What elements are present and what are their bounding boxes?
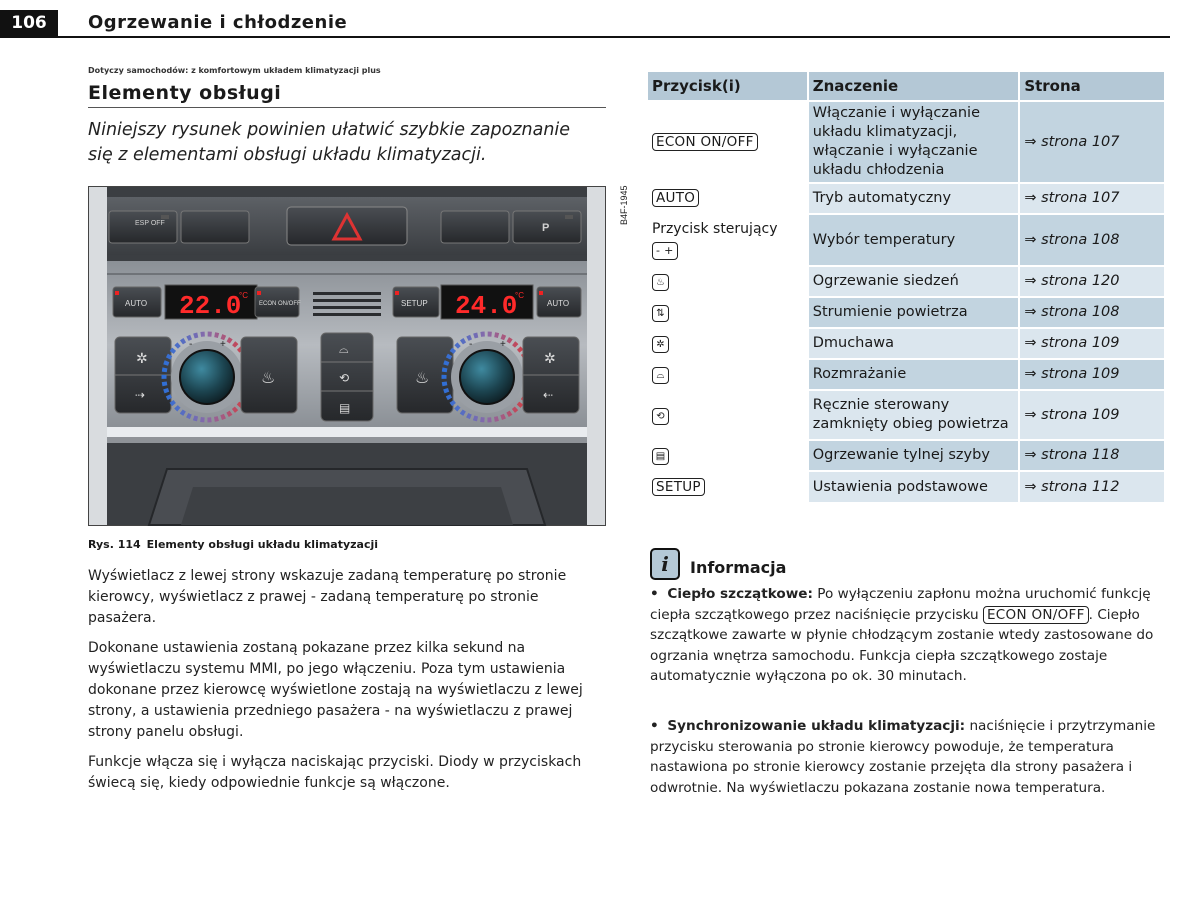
fan-icon: ✲ [652,336,669,353]
header-meaning: Znaczenie [808,72,1020,101]
header-page: Strona [1019,72,1165,101]
info-paragraph-residual-heat [650,584,1164,687]
intro-line-1: Niniejszy rysunek powinien ułatwić szybkie zapoznanie [88,120,571,140]
seat-heating-icon: ♨ [652,274,669,291]
page-ref-cell: ⇒ strona 109 [1019,390,1165,440]
sync-text: naciśnięcie i przytrzymanie przycisku sterowania po stronie kierowcy powoduje, że temperatura nastawiona po stronie kierowcy zostanie przejęta dla strony pasażera i odwrotnie. Na wyświetlaczu pokazana zostanie nowa temperatura. [650,718,1156,796]
temp-left-display: 22.0 [179,291,242,321]
figure-caption-text: Elementy obsługi układu klimatyzacji [146,538,379,551]
recirculation-icon: ⟲ [652,408,669,425]
intro-text [88,118,608,168]
svg-text:⟲: ⟲ [339,371,350,385]
figure-caption-number: Rys. 114 [88,538,141,551]
table-row [648,101,1165,183]
air-distribution-icon: ⇅ [652,305,669,322]
control-button-label: Przycisk sterujący [652,221,778,237]
climate-panel-figure [88,185,629,526]
defrost-icon: ⌓ [652,367,669,384]
dial-minus-right: - [469,339,473,350]
setup-label: SETUP [401,299,428,308]
info-paragraph-sync [650,716,1164,798]
dial-plus-right: + [500,339,506,350]
chapter-title: Ogrzewanie i chłodzenie [88,12,348,33]
table-row [648,471,1165,502]
meaning-cell: Strumienie powietrza [808,297,1020,328]
meaning-cell: Wybór temperatury [808,214,1020,266]
info-bullet-2: • [650,718,659,734]
meaning-cell: Ogrzewanie tylnej szyby [808,440,1020,471]
page-ref-cell: ⇒ strona 107 [1019,183,1165,214]
dial-minus-left: - [189,339,193,350]
body-paragraph-2: Dokonane ustawienia zostaną pokazane przez kilka sekund na wyświetlaczu systemu MMI, po jego włączeniu. Poza tym ustawienia dokonane przez kierowcę wyświetlone zostają na wyświetlaczu z lewej strony, a ustawienia przedniego pasażera - na wyświetlaczu z prawej strony panelu obsługi. [88,640,583,740]
page-ref-cell: ⇒ strona 120 [1019,266,1165,297]
right-dial-group [397,334,579,420]
econ-label: ECON ON/OFF [259,301,301,307]
figure-caption [88,538,378,551]
svg-text:▤: ▤ [339,401,351,415]
temperature-rocker-key: - + [652,242,678,260]
residual-heat-text: Po wyłączeniu zapłonu można uruchomić funkcję ciepła szczątkowego przez naciśnięcie przycisku [650,586,1151,623]
dial-plus-left: + [220,339,226,350]
page-ref-cell: ⇒ strona 118 [1019,440,1165,471]
header-buttons: Przycisk(i) [648,72,808,101]
table-row [648,297,1165,328]
climate-panel-illustration [89,185,629,525]
intro-line-2: się z elementami obsługi układu klimatyzacji. [88,145,487,165]
meaning-cell: Tryb automatyczny [808,183,1020,214]
table-header-row [648,72,1165,101]
residual-heat-title: Ciepło szczątkowe: [667,586,813,602]
degree-right: °C [515,291,524,300]
page-ref-cell: ⇒ strona 108 [1019,297,1165,328]
scope-note: Dotyczy samochodów: z komfortowym układem klimatyzacji plus [88,66,381,75]
table-row [648,359,1165,390]
figure-ref-code: B4F-1945 [619,185,629,225]
econ-on-off-key: ECON ON/OFF [652,133,758,151]
page-ref-cell: ⇒ strona 107 [1019,101,1165,183]
svg-text:♨: ♨ [261,368,276,387]
table-row [648,183,1165,214]
auto-left-label: AUTO [125,299,148,308]
table-row [648,266,1165,297]
table-row [648,328,1165,359]
body-paragraph-3: Funkcje włącza się i wyłącza naciskając przyciski. Diody w przyciskach świecą się, kiedy odpowiednie funkcje są włączone. [88,754,582,791]
center-button-column [321,333,373,421]
econ-on-off-key-inline: ECON ON/OFF [983,606,1089,624]
svg-text:✲: ✲ [544,351,556,367]
residual-heat-text-cont: . Ciepło szczątkowe zawarte w płynie chłodzącym zostanie wtedy zastosowane do ogrzania wnętrza samochodu. Funkcja ciepła szczątkowego zostaje automatycznie wyłączona po ok. 30 minutach. [650,606,1154,684]
meaning-cell: Dmuchawa [808,328,1020,359]
table-row [648,440,1165,471]
rear-window-heating-icon: ▤ [652,448,669,465]
svg-text:⌓: ⌓ [339,342,349,356]
page-number: 106 [0,10,58,36]
controls-table [648,72,1166,502]
section-title: Elementy obsługi [88,82,606,108]
page-header [0,10,1170,38]
info-title: Informacja [690,558,787,577]
info-bullet-1: • [650,586,659,602]
meaning-cell: Włączanie i wyłączanie układu klimatyzacji, włączanie i wyłączanie układu chłodzenia [808,101,1020,183]
body-paragraph-1: Wyświetlacz z lewej strony wskazuje zadaną temperaturę po stronie kierowcy, wyświetlacz z prawej - zadaną temperaturę po stronie pasażera. [88,568,567,626]
auto-key: AUTO [652,189,699,207]
sync-title: Synchronizowanie układu klimatyzacji: [667,718,966,734]
meaning-cell: Ogrzewanie siedzeń [808,266,1020,297]
park-assist-label: P [542,222,550,234]
page-ref-cell: ⇒ strona 109 [1019,359,1165,390]
svg-text:♨: ♨ [415,368,430,387]
table-row [648,214,1165,266]
esp-off-label: ESP OFF [135,220,165,227]
temp-right-display: 24.0 [455,291,518,321]
meaning-cell: Ręcznie sterowany zamknięty obieg powietrza [808,390,1020,440]
page-ref-cell: ⇒ strona 112 [1019,471,1165,502]
auto-right-label: AUTO [547,299,570,308]
svg-text:✲: ✲ [136,351,148,367]
meaning-cell: Ustawienia podstawowe [808,471,1020,502]
svg-text:⇢: ⇢ [135,388,146,402]
page-ref-cell: ⇒ strona 109 [1019,328,1165,359]
table-row [648,390,1165,440]
meaning-cell: Rozmrażanie [808,359,1020,390]
svg-text:⇠: ⇠ [543,388,554,402]
page-ref-cell: ⇒ strona 108 [1019,214,1165,266]
degree-left: °C [239,291,248,300]
info-icon: i [650,548,680,580]
left-dial-group [115,334,297,420]
setup-key: SETUP [652,478,705,496]
